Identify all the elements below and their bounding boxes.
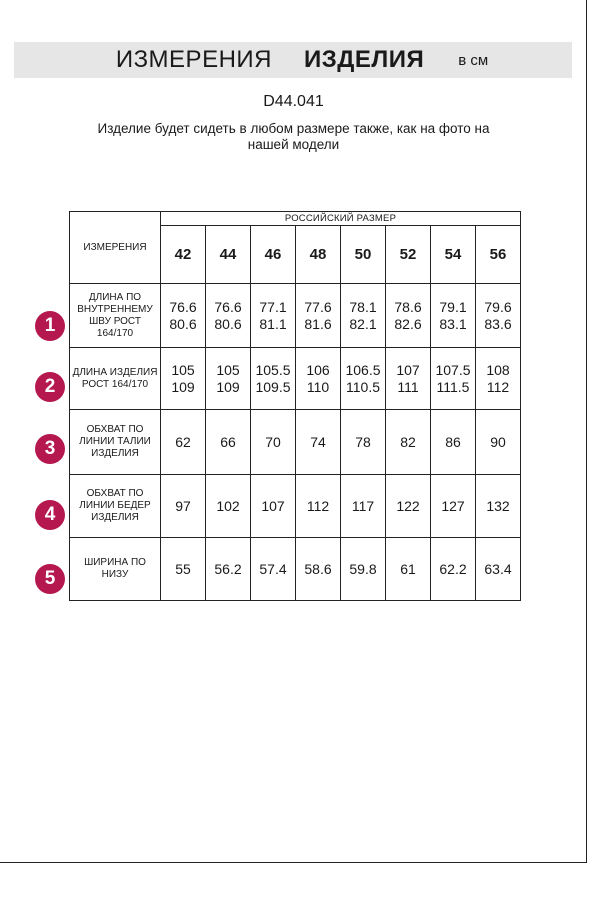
value-cell — [476, 475, 521, 538]
row-number-badge: 4 — [35, 500, 65, 530]
value-line: 82.6 — [394, 315, 422, 332]
value-line: 59.8 — [349, 560, 377, 577]
value-cell — [161, 475, 206, 538]
value-line: 62.2 — [439, 560, 467, 577]
product-code: D44.041 — [263, 93, 324, 110]
value-cell — [386, 475, 431, 538]
value-line: 127 — [441, 497, 465, 514]
value-line: 62 — [175, 433, 191, 450]
value-cell — [296, 284, 341, 348]
value-line: 57.4 — [259, 560, 287, 577]
value-line: 109 — [171, 378, 195, 395]
value-line: 83.1 — [439, 315, 467, 332]
table-row — [70, 410, 521, 475]
value-line: 90 — [490, 433, 506, 450]
value-cell — [251, 475, 296, 538]
value-line: 122 — [396, 497, 420, 514]
value-line: 78.6 — [394, 298, 422, 315]
size-header-42: 42 — [161, 226, 206, 284]
value-line: 110 — [306, 378, 330, 395]
value-line: 108 — [486, 361, 510, 378]
value-line: 107.5 — [435, 361, 471, 378]
value-line: 109 — [216, 378, 240, 395]
size-header-46: 46 — [251, 226, 296, 284]
value-cell — [251, 284, 296, 348]
value-cell — [341, 538, 386, 601]
value-line: 117 — [351, 497, 375, 514]
row-number-badge: 3 — [35, 434, 65, 464]
value-line: 78 — [355, 433, 371, 450]
value-cell — [341, 410, 386, 475]
value-line: 66 — [220, 433, 236, 450]
value-cell — [296, 538, 341, 601]
value-line: 82.1 — [349, 315, 377, 332]
value-line: 97 — [175, 497, 191, 514]
value-line: 74 — [310, 433, 326, 450]
value-cell — [386, 284, 431, 348]
value-cell — [476, 538, 521, 601]
value-line: 70 — [265, 433, 281, 450]
value-line: 107 — [396, 361, 420, 378]
value-line: 77.6 — [304, 298, 332, 315]
value-line: 79.6 — [484, 298, 512, 315]
value-cell — [251, 348, 296, 410]
value-cell — [296, 348, 341, 410]
value-line: 105.5 — [255, 361, 291, 378]
value-cell — [161, 410, 206, 475]
title-banner — [14, 42, 572, 78]
value-line: 112 — [486, 378, 510, 395]
value-cell — [206, 410, 251, 475]
value-line: 109.5 — [255, 378, 291, 395]
value-line: 102 — [216, 497, 240, 514]
value-cell — [431, 538, 476, 601]
value-cell — [296, 410, 341, 475]
value-cell — [296, 475, 341, 538]
value-line: 58.6 — [304, 560, 332, 577]
value-cell — [206, 538, 251, 601]
size-header-48: 48 — [296, 226, 341, 284]
table-row — [70, 348, 521, 410]
row-number-badge: 2 — [35, 372, 65, 402]
value-line: 56.2 — [214, 560, 242, 577]
value-line: 63.4 — [484, 560, 512, 577]
value-line: 132 — [486, 497, 510, 514]
value-cell — [341, 475, 386, 538]
row-label: ОБХВАТ ПО ЛИНИИ ТАЛИИ ИЗДЕЛИЯ — [70, 410, 161, 475]
value-line: 80.6 — [169, 315, 197, 332]
fit-note: Изделие будет сидеть в любом размере также, как на фото на нашей модели — [97, 121, 490, 152]
size-group-header: РОССИЙСКИЙ РАЗМЕР — [161, 212, 521, 226]
value-line: 82 — [400, 433, 416, 450]
row-label: ШИРИНА ПО НИЗУ — [70, 538, 161, 601]
value-line: 105 — [216, 361, 240, 378]
size-header-52: 52 — [386, 226, 431, 284]
size-table — [69, 211, 521, 601]
title-unit: в см — [458, 51, 489, 69]
value-cell — [431, 475, 476, 538]
size-header-50: 50 — [341, 226, 386, 284]
value-cell — [161, 538, 206, 601]
row-label: ДЛИНА ИЗДЕЛИЯ РОСТ 164/170 — [70, 348, 161, 410]
measurements-header: ИЗМЕРЕНИЯ — [70, 212, 161, 284]
row-label: ДЛИНА ПО ВНУТРЕННЕМУ ШВУ РОСТ 164/170 — [70, 284, 161, 348]
row-label: ОБХВАТ ПО ЛИНИИ БЕДЕР ИЗДЕЛИЯ — [70, 475, 161, 538]
size-header-44: 44 — [206, 226, 251, 284]
value-line: 76.6 — [169, 298, 197, 315]
value-line: 78.1 — [349, 298, 377, 315]
value-line: 80.6 — [214, 315, 242, 332]
table-row — [70, 538, 521, 601]
table-row — [70, 475, 521, 538]
value-line: 112 — [306, 497, 330, 514]
value-cell — [476, 284, 521, 348]
value-cell — [161, 348, 206, 410]
value-cell — [431, 284, 476, 348]
value-cell — [206, 475, 251, 538]
value-cell — [161, 284, 206, 348]
value-line: 111 — [397, 378, 419, 395]
value-cell — [476, 410, 521, 475]
value-line: 76.6 — [214, 298, 242, 315]
value-cell — [206, 348, 251, 410]
value-line: 105 — [171, 361, 195, 378]
value-line: 61 — [400, 560, 416, 577]
value-line: 106.5 — [345, 361, 381, 378]
row-number-badge: 5 — [35, 564, 65, 594]
value-line: 83.6 — [484, 315, 512, 332]
title-product: ИЗДЕЛИЯ — [304, 46, 425, 73]
value-cell — [341, 348, 386, 410]
title-measurements: ИЗМЕРЕНИЯ — [115, 46, 272, 73]
value-cell — [386, 348, 431, 410]
value-cell — [476, 348, 521, 410]
value-cell — [206, 284, 251, 348]
value-line: 77.1 — [259, 298, 287, 315]
value-line: 81.6 — [304, 315, 332, 332]
value-line: 86 — [445, 433, 461, 450]
size-header-56: 56 — [476, 226, 521, 284]
value-cell — [386, 410, 431, 475]
table-row — [70, 284, 521, 348]
size-header-54: 54 — [431, 226, 476, 284]
value-cell — [251, 410, 296, 475]
value-cell — [386, 538, 431, 601]
value-line: 55 — [175, 560, 191, 577]
row-number-badge: 1 — [35, 311, 65, 341]
value-line: 110.5 — [346, 378, 380, 395]
value-line: 79.1 — [439, 298, 467, 315]
value-cell — [431, 348, 476, 410]
value-cell — [341, 284, 386, 348]
value-line: 111.5 — [436, 378, 470, 395]
value-line: 81.1 — [259, 315, 287, 332]
value-cell — [431, 410, 476, 475]
value-line: 107 — [261, 497, 285, 514]
value-line: 106 — [306, 361, 330, 378]
value-cell — [251, 538, 296, 601]
